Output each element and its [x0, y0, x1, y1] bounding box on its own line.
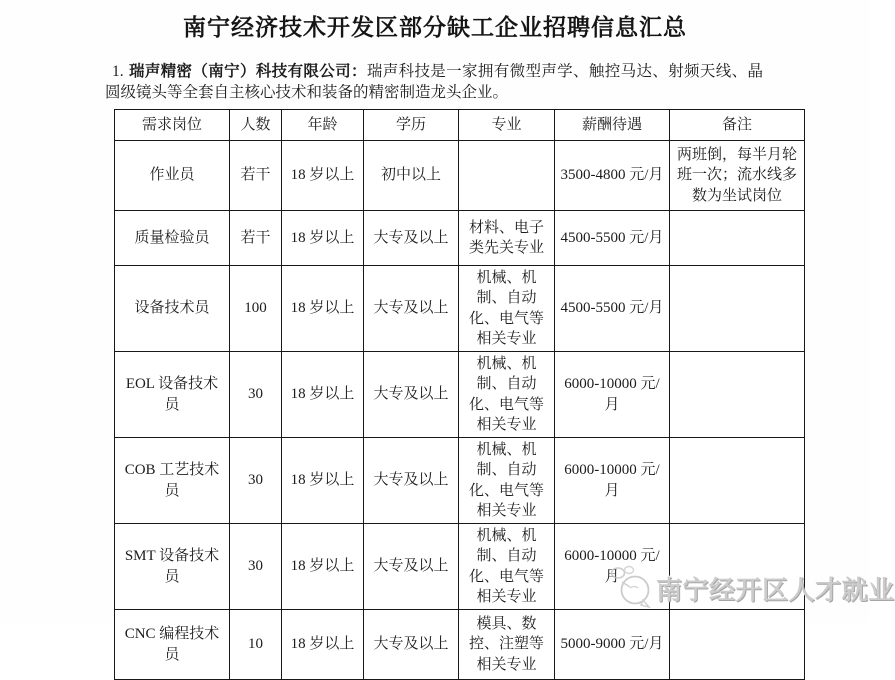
column-header-education: 学历	[364, 110, 459, 141]
cell-salary: 4500-5500 元/月	[555, 211, 670, 266]
cell-count: 100	[230, 266, 282, 352]
table-row	[115, 438, 805, 524]
table-row	[115, 352, 805, 438]
table-row	[115, 266, 805, 352]
cell-count: 若干	[230, 211, 282, 266]
cell-age: 18 岁以上	[282, 610, 364, 680]
cell-major: 机械、机制、自动化、电气等相关专业	[459, 524, 555, 610]
list-number: 1.	[112, 63, 124, 80]
table-row	[115, 141, 805, 211]
cell-count: 30	[230, 524, 282, 610]
cell-education: 大专及以上	[364, 610, 459, 680]
cell-education: 大专及以上	[364, 266, 459, 352]
cell-salary: 6000-10000 元/月	[555, 352, 670, 438]
company-intro	[105, 61, 763, 103]
cell-education: 初中以上	[364, 141, 459, 211]
cell-major: 机械、机制、自动化、电气等相关专业	[459, 266, 555, 352]
cell-count: 若干	[230, 141, 282, 211]
column-header-count: 人数	[230, 110, 282, 141]
cell-major: 机械、机制、自动化、电气等相关专业	[459, 438, 555, 524]
cell-salary: 6000-10000 元/月	[555, 524, 670, 610]
cell-count: 10	[230, 610, 282, 680]
column-header-salary: 薪酬待遇	[555, 110, 670, 141]
cell-age: 18 岁以上	[282, 438, 364, 524]
cell-position: CNC 编程技术员	[115, 610, 230, 680]
cell-education: 大专及以上	[364, 211, 459, 266]
cell-age: 18 岁以上	[282, 211, 364, 266]
cell-major	[459, 141, 555, 211]
cell-notes: 两班倒，每半月轮班一次；流水线多数为坐试岗位	[670, 141, 805, 211]
cell-education: 大专及以上	[364, 438, 459, 524]
cell-position: EOL 设备技术员	[115, 352, 230, 438]
cell-position: 质量检验员	[115, 211, 230, 266]
table-row	[115, 524, 805, 610]
page-title: 南宁经济技术开发区部分缺工企业招聘信息汇总	[183, 15, 687, 40]
cell-salary: 4500-5500 元/月	[555, 266, 670, 352]
column-header-major: 专业	[459, 110, 555, 141]
cell-notes	[670, 266, 805, 352]
cell-major: 机械、机制、自动化、电气等相关专业	[459, 352, 555, 438]
cell-notes	[670, 610, 805, 680]
cell-salary: 5000-9000 元/月	[555, 610, 670, 680]
cell-position: 设备技术员	[115, 266, 230, 352]
cell-position: COB 工艺技术员	[115, 438, 230, 524]
column-header-notes: 备注	[670, 110, 805, 141]
cell-notes	[670, 352, 805, 438]
company-name: 瑞声精密（南宁）科技有限公司：	[128, 63, 367, 80]
cell-age: 18 岁以上	[282, 141, 364, 211]
watermark-text: 南宁经开区人才就业	[656, 574, 895, 605]
cell-position: SMT 设备技术员	[115, 524, 230, 610]
cell-age: 18 岁以上	[282, 524, 364, 610]
table-header-row	[115, 110, 805, 141]
cell-notes	[670, 211, 805, 266]
cell-education: 大专及以上	[364, 524, 459, 610]
company-description: 瑞声科技是一家拥有微型声学、触控马达、射频天线、晶圆级镜头等全套自主核心技术和装备的精密制造龙头企业。	[105, 63, 763, 101]
cell-count: 30	[230, 352, 282, 438]
cell-age: 18 岁以上	[282, 352, 364, 438]
cell-notes	[670, 438, 805, 524]
table-body	[115, 141, 805, 680]
cell-major: 材料、电子类先关专业	[459, 211, 555, 266]
column-header-position: 需求岗位	[115, 110, 230, 141]
cell-age: 18 岁以上	[282, 266, 364, 352]
cell-education: 大专及以上	[364, 352, 459, 438]
cell-salary: 3500-4800 元/月	[555, 141, 670, 211]
recruitment-table	[114, 109, 805, 680]
table-row	[115, 610, 805, 680]
cell-position: 作业员	[115, 141, 230, 211]
table-row	[115, 211, 805, 266]
cell-salary: 6000-10000 元/月	[555, 438, 670, 524]
cell-count: 30	[230, 438, 282, 524]
cell-notes	[670, 524, 805, 610]
cell-major: 模具、数控、注塑等相关专业	[459, 610, 555, 680]
column-header-age: 年龄	[282, 110, 364, 141]
